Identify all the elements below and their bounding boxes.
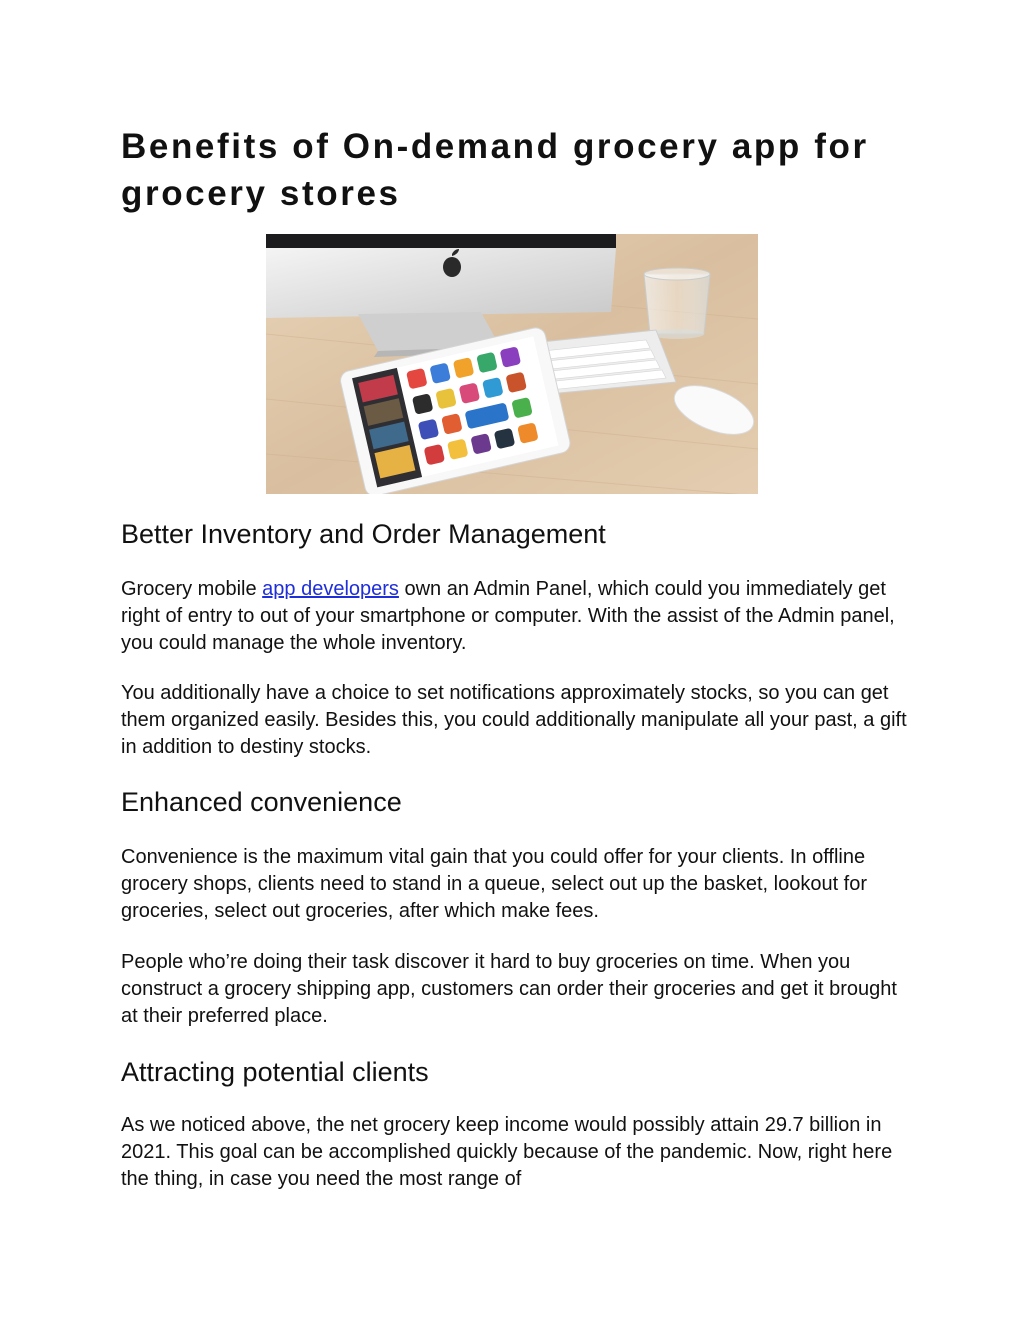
section-heading-convenience: Enhanced convenience	[121, 787, 402, 817]
section-heading-potential-clients: Attracting potential clients	[121, 1057, 429, 1087]
app-developers-link[interactable]: app developers	[262, 578, 399, 600]
page-title: Benefits of On-demand grocery app for grocery stores	[121, 127, 869, 213]
paragraph-shipping-app: People who’re doing their task discover it hard to buy groceries on time. When you construct a grocery shipping app, customers can order their groceries and get it brought at their preferred place.	[121, 951, 897, 1027]
paragraph-notifications: You additionally have a choice to set notifications approximately stocks, so you can get them organized easily. Besides this, you could additionally manipulate all your past, a gift in addition to destiny stocks.	[121, 682, 907, 758]
paragraph-admin-panel	[121, 576, 911, 657]
desk-with-imac-tablet-keyboard-mouse-image	[266, 234, 758, 494]
paragraph-text: own an Admin Panel, which could you immediately get right of entry to out of your smartphone or computer. With the assist of the Admin panel, you could manage the whole inventory.	[121, 578, 895, 654]
paragraph-grocery-income: As we noticed above, the net grocery keep income would possibly attain 29.7 billion in 2021. This goal can be accomplished quickly because of the pandemic. Now, right here the thing, in case you need the most range of	[121, 1114, 893, 1190]
paragraph-convenience: Convenience is the maximum vital gain that you could offer for your clients. In offline grocery shops, clients need to stand in a queue, select out up the basket, lookout for groceries, select out groceries, after which make fees.	[121, 846, 868, 922]
paragraph-text: Grocery mobile	[121, 578, 263, 600]
section-heading-inventory: Better Inventory and Order Management	[121, 519, 606, 549]
